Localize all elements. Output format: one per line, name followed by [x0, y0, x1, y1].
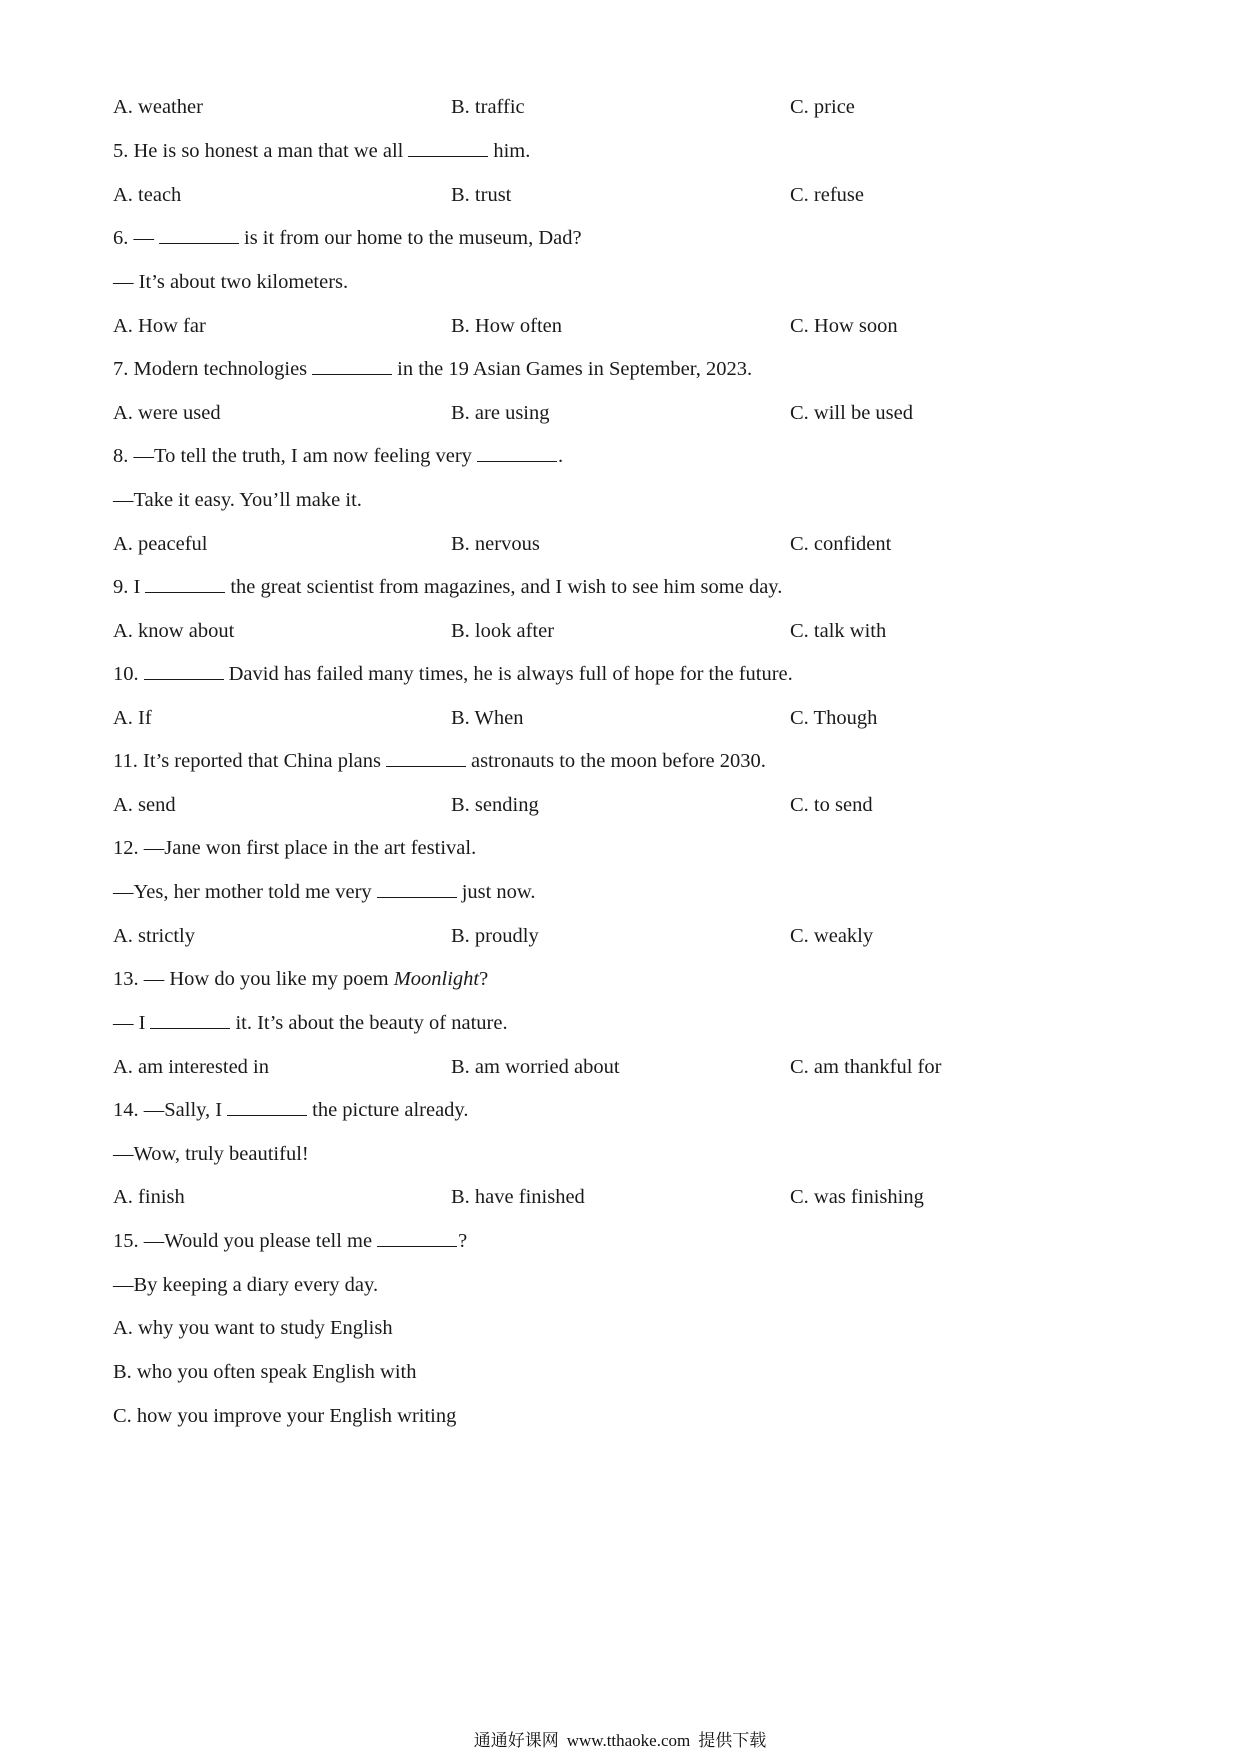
- q10-stem: [113, 659, 1143, 689]
- q6-option-b[interactable]: B. How often: [451, 315, 563, 337]
- q13-option-a[interactable]: A. am interested in: [113, 1056, 269, 1078]
- q5-option-c[interactable]: C. refuse: [790, 184, 865, 206]
- q7-answer-blank: [312, 354, 392, 375]
- q12-answer-blank: [377, 877, 457, 898]
- q6-stem-before: 6. —: [113, 227, 154, 249]
- q11-stem-before: 11. It’s reported that China plans: [113, 750, 381, 772]
- q5-stem: [113, 136, 1143, 166]
- q5-options: [113, 180, 1143, 210]
- q9-stem-before: 9. I: [113, 576, 141, 598]
- q13-prompt: [113, 964, 1143, 994]
- q15-option-a[interactable]: A. why you want to study English: [113, 1317, 393, 1339]
- q14-answer-blank: [227, 1095, 307, 1116]
- q12-reply: [113, 877, 1143, 907]
- q14-option-a[interactable]: A. finish: [113, 1186, 185, 1208]
- q9-option-c[interactable]: C. talk with: [790, 620, 887, 642]
- q10-option-b[interactable]: B. When: [451, 707, 524, 729]
- q8-answer-blank: [477, 441, 557, 462]
- q13-option-b[interactable]: B. am worried about: [451, 1056, 620, 1078]
- q12-reply-before: —Yes, her mother told me very: [113, 881, 372, 903]
- q13-poem-title: Moonlight: [393, 968, 480, 990]
- q5-answer-blank: [408, 136, 488, 157]
- q15-answer-blank: [377, 1226, 457, 1247]
- q6-answer-blank: [159, 223, 239, 244]
- q13-prompt-before: 13. — How do you like my poem: [113, 968, 389, 990]
- q12-option-c[interactable]: C. weakly: [790, 925, 874, 947]
- q6-option-a[interactable]: A. How far: [113, 315, 206, 337]
- q8-option-c[interactable]: C. confident: [790, 533, 892, 555]
- q13-reply-before: — I: [113, 1012, 146, 1034]
- q4-option-c[interactable]: C. price: [790, 96, 855, 118]
- q8-option-a[interactable]: A. peaceful: [113, 533, 208, 555]
- q7-option-b[interactable]: B. are using: [451, 402, 550, 424]
- q7-options: [113, 398, 1143, 428]
- q15-option-c[interactable]: C. how you improve your English writing: [113, 1405, 457, 1427]
- q9-stem: [113, 572, 1143, 602]
- q13-option-c[interactable]: C. am thankful for: [790, 1056, 942, 1078]
- q11-option-c[interactable]: C. to send: [790, 794, 873, 816]
- q15-option-b[interactable]: B. who you often speak English with: [113, 1361, 417, 1383]
- q13-reply: [113, 1008, 1143, 1038]
- footer-download-note: 提供下载: [698, 1731, 767, 1751]
- q4-options: [113, 92, 1143, 122]
- q13-prompt-after: ?: [479, 968, 489, 990]
- q11-options: [113, 790, 1143, 820]
- q12-option-a[interactable]: A. strictly: [113, 925, 195, 947]
- q13-options: [113, 1052, 1143, 1082]
- q13-answer-blank: [150, 1008, 230, 1029]
- q4-option-b[interactable]: B. traffic: [451, 96, 525, 118]
- q15-stem-before: 15. —Would you please tell me: [113, 1230, 373, 1252]
- q8-option-b[interactable]: B. nervous: [451, 533, 540, 555]
- q7-stem-before: 7. Modern technologies: [113, 358, 308, 380]
- q8-options: [113, 529, 1143, 559]
- footer-site-name: 通通好课网: [473, 1731, 559, 1751]
- q14-options: [113, 1182, 1143, 1212]
- q6-options: [113, 311, 1143, 341]
- q14-reply: —Wow, truly beautiful!: [113, 1143, 309, 1165]
- q10-stem-after: David has failed many times, he is always full of hope for the future.: [228, 663, 793, 685]
- q5-option-a[interactable]: A. teach: [113, 184, 182, 206]
- q5-stem-after: him.: [493, 140, 531, 162]
- q15-stem-after: ?: [458, 1230, 468, 1252]
- q11-stem: [113, 746, 1143, 776]
- q8-stem-after: .: [557, 445, 564, 467]
- q12-options: [113, 921, 1143, 951]
- q14-stem: [113, 1095, 1143, 1125]
- q14-option-c[interactable]: C. was finishing: [790, 1186, 924, 1208]
- q9-option-b[interactable]: B. look after: [451, 620, 555, 642]
- q9-stem-after: the great scientist from magazines, and I wish to see him some day.: [230, 576, 783, 598]
- q9-option-a[interactable]: A. know about: [113, 620, 235, 642]
- q7-stem-after: in the 19 Asian Games in September, 2023.: [397, 358, 753, 380]
- q9-answer-blank: [145, 572, 225, 593]
- q14-stem-before: 14. —Sally, I: [113, 1099, 223, 1121]
- q10-stem-before: 10.: [113, 663, 139, 685]
- q11-stem-after: astronauts to the moon before 2030.: [470, 750, 766, 772]
- q13-reply-after: it. It’s about the beauty of nature.: [235, 1012, 508, 1034]
- q15-reply: —By keeping a diary every day.: [113, 1274, 379, 1296]
- q10-answer-blank: [144, 659, 224, 680]
- q15-stem: [113, 1226, 1143, 1256]
- q11-option-b[interactable]: B. sending: [451, 794, 539, 816]
- footer-url-link[interactable]: www.tthaoke.com: [566, 1731, 691, 1750]
- q11-answer-blank: [386, 746, 466, 767]
- q12-prompt: 12. —Jane won first place in the art festival.: [113, 837, 477, 859]
- q4-option-a[interactable]: A. weather: [113, 96, 203, 118]
- q14-stem-after: the picture already.: [312, 1099, 469, 1121]
- page-footer: [0, 1726, 1240, 1751]
- q8-stem-before: 8. —To tell the truth, I am now feeling very: [113, 445, 472, 467]
- q10-option-a[interactable]: A. If: [113, 707, 152, 729]
- q6-option-c[interactable]: C. How soon: [790, 315, 898, 337]
- q10-options: [113, 703, 1143, 733]
- q9-options: [113, 616, 1143, 646]
- q7-option-c[interactable]: C. will be used: [790, 402, 913, 424]
- q14-option-b[interactable]: B. have finished: [451, 1186, 585, 1208]
- q5-option-b[interactable]: B. trust: [451, 184, 512, 206]
- q10-option-c[interactable]: C. Though: [790, 707, 878, 729]
- q8-reply: —Take it easy. You’ll make it.: [113, 489, 362, 511]
- q6-reply: — It’s about two kilometers.: [113, 271, 349, 293]
- q7-option-a[interactable]: A. were used: [113, 402, 221, 424]
- q6-stem-after: is it from our home to the museum, Dad?: [244, 227, 582, 249]
- q12-option-b[interactable]: B. proudly: [451, 925, 539, 947]
- q7-stem: [113, 354, 1143, 384]
- q12-reply-after: just now.: [461, 881, 536, 903]
- q6-stem: [113, 223, 1143, 253]
- q8-stem: [113, 441, 1143, 471]
- q11-option-a[interactable]: A. send: [113, 794, 176, 816]
- q5-stem-before: 5. He is so honest a man that we all: [113, 140, 404, 162]
